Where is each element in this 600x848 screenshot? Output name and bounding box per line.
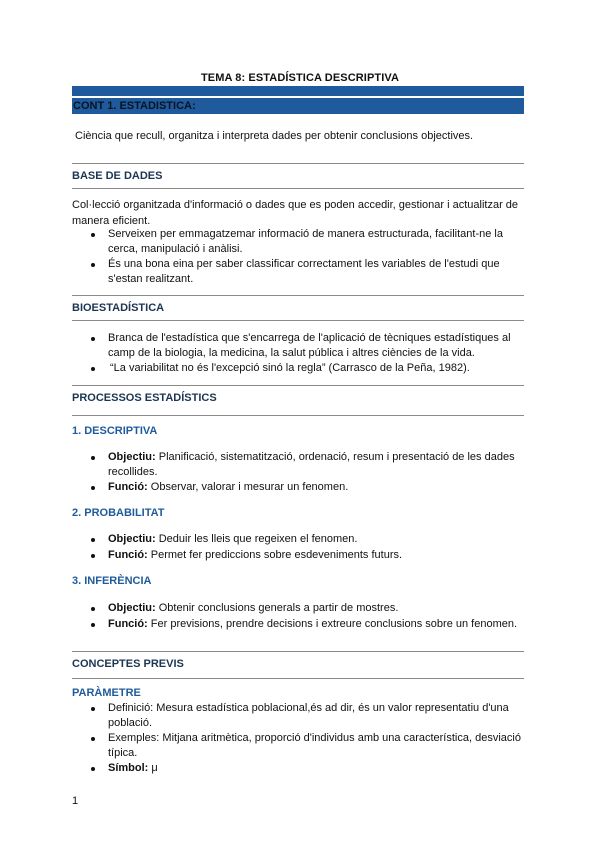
list-item xyxy=(108,227,524,257)
intro-text: Ciència que recull, organitza i interpreta dades per obtenir conclusions objectives. xyxy=(75,130,474,142)
label-objectiu: Objectiu: xyxy=(108,533,156,545)
text-line xyxy=(108,450,524,465)
list-item xyxy=(108,480,524,495)
text-line xyxy=(108,617,524,632)
text-simbol: μ xyxy=(148,762,158,774)
bullet-icon xyxy=(91,767,95,771)
text-objectiu: Obtenir conclusions generals a partir de mostres. xyxy=(155,602,399,614)
list-item xyxy=(108,532,524,547)
list-item xyxy=(108,331,524,361)
bullet-icon xyxy=(91,623,95,627)
text-line: camp de la biologia, la medicina, la salut pública i altres ciències de la vida. xyxy=(108,347,475,359)
bullet-icon xyxy=(91,554,95,558)
list-item xyxy=(108,257,524,287)
label-objectiu: Objectiu: xyxy=(108,602,156,614)
heading-probabilitat: 2. PROBABILITAT xyxy=(72,507,165,519)
heading-processos: PROCESSOS ESTADÍSTICS xyxy=(72,392,217,404)
text-line xyxy=(108,601,524,616)
divider xyxy=(72,415,524,416)
text-line: cerca, manipulació i anàlisi. xyxy=(108,243,243,255)
text-line xyxy=(108,761,524,776)
label-funcio: Funció: xyxy=(108,618,148,630)
list-item xyxy=(108,450,524,480)
text-line: típica. xyxy=(108,747,138,759)
heading-descriptiva: 1. DESCRIPTIVA xyxy=(72,425,158,437)
list-item xyxy=(108,601,524,616)
divider xyxy=(72,320,524,321)
heading-parametre: PARÀMETRE xyxy=(72,687,141,699)
bullet-icon xyxy=(91,737,95,741)
label-funcio: Funció: xyxy=(108,481,148,493)
text-line: recollides. xyxy=(108,466,158,478)
divider xyxy=(72,163,524,164)
text-line: Exemples: Mitjana aritmètica, proporció d'individus amb una característica, desviació xyxy=(108,732,521,744)
divider xyxy=(72,678,524,679)
bullet-icon xyxy=(91,456,95,460)
heading-bioestadistica: BIOESTADÍSTICA xyxy=(72,302,165,314)
text-line: Branca de l'estadística que s'encarrega de l'aplicació de tècniques estadístiques al xyxy=(108,332,511,344)
text-line: població. xyxy=(108,717,153,729)
header-band-top xyxy=(72,86,524,96)
list-item xyxy=(108,761,524,776)
text-line xyxy=(108,532,524,547)
bullet-icon xyxy=(91,263,95,267)
text-objectiu: Planificació, sistematització, ordenació, resum i presentació de les dades xyxy=(155,451,515,463)
heading-inferencia: 3. INFERÈNCIA xyxy=(72,575,152,587)
text-line: s'estan realitzant. xyxy=(108,273,194,285)
bullet-icon xyxy=(91,233,95,237)
section-band: CONT 1. ESTADISTICA: xyxy=(72,98,524,114)
label-simbol: Símbol: xyxy=(108,762,149,774)
list-item xyxy=(108,731,524,761)
list-item xyxy=(110,361,526,376)
text-line: manera eficient. xyxy=(72,215,151,227)
list-item xyxy=(108,548,524,563)
text-line xyxy=(108,548,524,563)
divider xyxy=(72,651,524,652)
document-title: TEMA 8: ESTADÍSTICA DESCRIPTIVA xyxy=(200,72,400,84)
text-funcio: Observar, valorar i mesurar un fenomen. xyxy=(147,481,349,493)
bullet-icon xyxy=(91,607,95,611)
list-item xyxy=(108,617,524,632)
bullet-icon xyxy=(91,367,95,371)
bullet-icon xyxy=(91,486,95,490)
text-line xyxy=(108,480,524,495)
heading-base-de-dades: BASE DE DADES xyxy=(72,170,163,182)
text-line: “La variabilitat no és l'excepció sinó la regla” (Carrasco de la Peña, 1982). xyxy=(110,362,470,374)
divider xyxy=(72,385,524,386)
text-objectiu: Deduir les lleis que regeixen el fenomen. xyxy=(155,533,358,545)
text-funcio: Fer previsions, prendre decisions i extreure conclusions sobre un fenomen. xyxy=(147,618,518,630)
bullet-icon xyxy=(91,538,95,542)
bullet-icon xyxy=(91,707,95,711)
text-line: Col·lecció organitzada d'informació o dades que es poden accedir, gestionar i actualitzar de xyxy=(72,199,519,211)
text-line: És una bona eina per saber classificar correctament les variables de l'estudi que xyxy=(108,258,500,270)
divider xyxy=(72,295,524,296)
page-number: 1 xyxy=(72,795,79,807)
label-funcio: Funció: xyxy=(108,549,148,561)
divider xyxy=(72,188,524,189)
label-objectiu: Objectiu: xyxy=(108,451,156,463)
heading-conceptes-previs: CONCEPTES PREVIS xyxy=(72,658,184,670)
text-funcio: Permet fer prediccions sobre esdeveniments futurs. xyxy=(147,549,403,561)
list-item xyxy=(108,701,524,731)
text-line: Serveixen per emmagatzemar informació de manera estructurada, facilitant-ne la xyxy=(108,228,503,240)
text-line: Definició: Mesura estadística poblacional,és ad dir, és un valor representatiu d'una xyxy=(108,702,509,714)
base-definition xyxy=(72,197,524,229)
bullet-icon xyxy=(91,337,95,341)
